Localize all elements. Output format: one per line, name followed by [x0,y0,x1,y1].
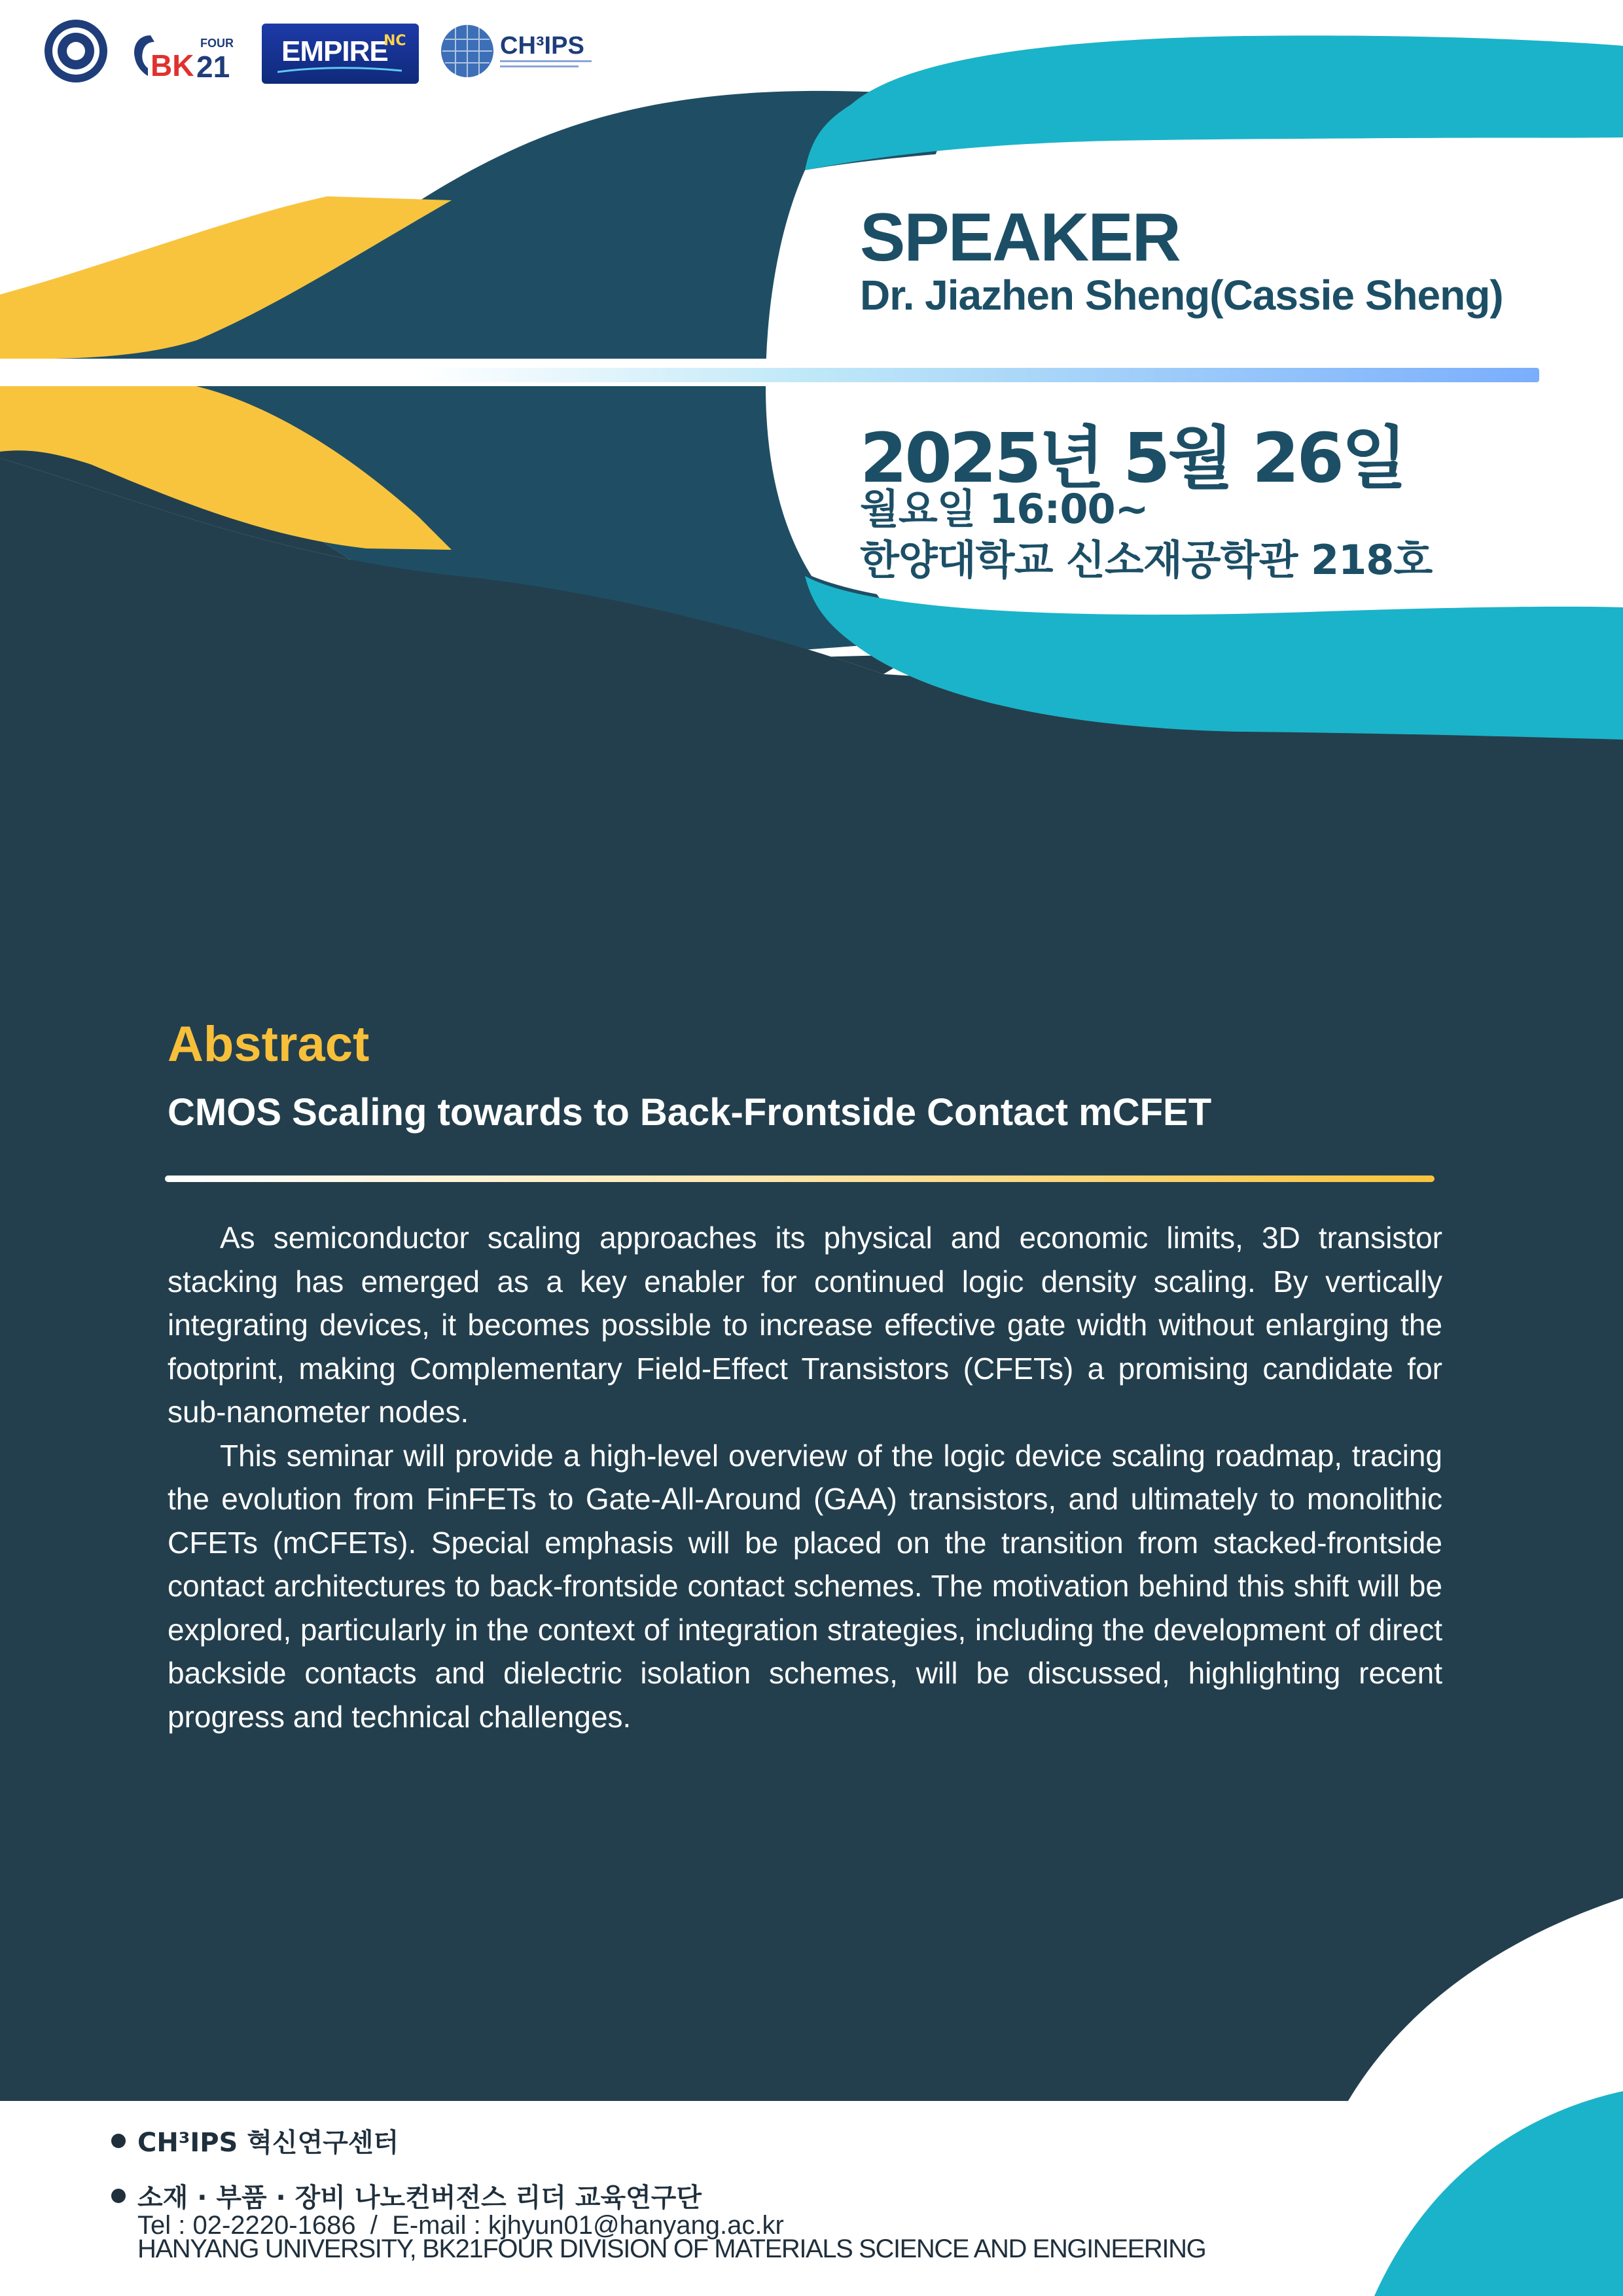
chips-logo-text: CH³IPS [500,32,584,60]
abstract-heading: Abstract [168,1016,370,1072]
bk21-four-logo-icon [128,29,246,84]
abstract-paragraph-1: As semiconductor scaling approaches its physical and economic limits, 3D transistor stacking has emerged as a key enabler for continued logic density scaling. By vertically integrating devices, it becomes possible to increase effective gate width without enlarging the footprint, making Complementary Field-Effect Transistors (CFETs) a promising candidate for sub-nanometer nodes. [168,1221,1442,1429]
abstract-paragraph-2: This seminar will provide a high-level overview of the logic device scaling roadmap, tracing the evolution from FinFETs to Gate-All-Around (GAA) transistors, and ultimately to monolithic CFETs (mCFETs). Special emphasis will be placed on the transition from stacked-frontside contact architectures to back-frontside contact schemes. The motivation behind this shift will be explored, particularly in the context of integration strategies, including the development of direct backside contacts and dielectric isolation schemes, will be discussed, highlighting recent progress and technical challenges. [168,1438,1442,1734]
footer-group-name: 소재 · 부품 · 장비 나노컨버전스 리더 교육연구단 [137,2183,702,2213]
abstract-body [168,1216,1442,1738]
abstract-divider [165,1175,1435,1182]
abstract-title: CMOS Scaling towards to Back-Frontside Contact mCFET [168,1091,1212,1134]
footer-bullet-icon [111,2189,126,2203]
empire-nc-logo [262,24,419,84]
four-text: FOUR [200,37,234,50]
event-venue: 한양대학교 신소재공학관 218호 [860,536,1433,584]
footer-contact: Tel : 02-2220-1686 / E-mail : kjhyun01@hanyang.ac.kr [137,2211,784,2240]
footer-bullet-icon [111,2134,126,2148]
empire-logo-text: EMPIRE [281,35,388,67]
empire-logo-sup: NC [383,33,406,49]
speaker-name: Dr. Jiazhen Sheng(Cassie Sheng) [860,272,1503,319]
hanyang-seal-icon [43,18,109,84]
empire-swoosh-icon [277,67,402,73]
blue-gradient-rule [419,368,1539,382]
footer-center-name: CH³IPS 혁신연구센터 [137,2128,399,2158]
event-date: 2025년 5월 26일 [860,418,1405,498]
chips-logo-icon [438,20,596,82]
bk21-number-text: 21 [196,50,230,84]
footer-division: HANYANG UNIVERSITY, BK21FOUR DIVISION OF MATERIALS SCIENCE AND ENGINEERING [137,2234,1206,2263]
bk-text: BK [151,48,194,82]
event-time: 월요일 16:00~ [860,485,1149,533]
speaker-label: SPEAKER [860,200,1180,276]
